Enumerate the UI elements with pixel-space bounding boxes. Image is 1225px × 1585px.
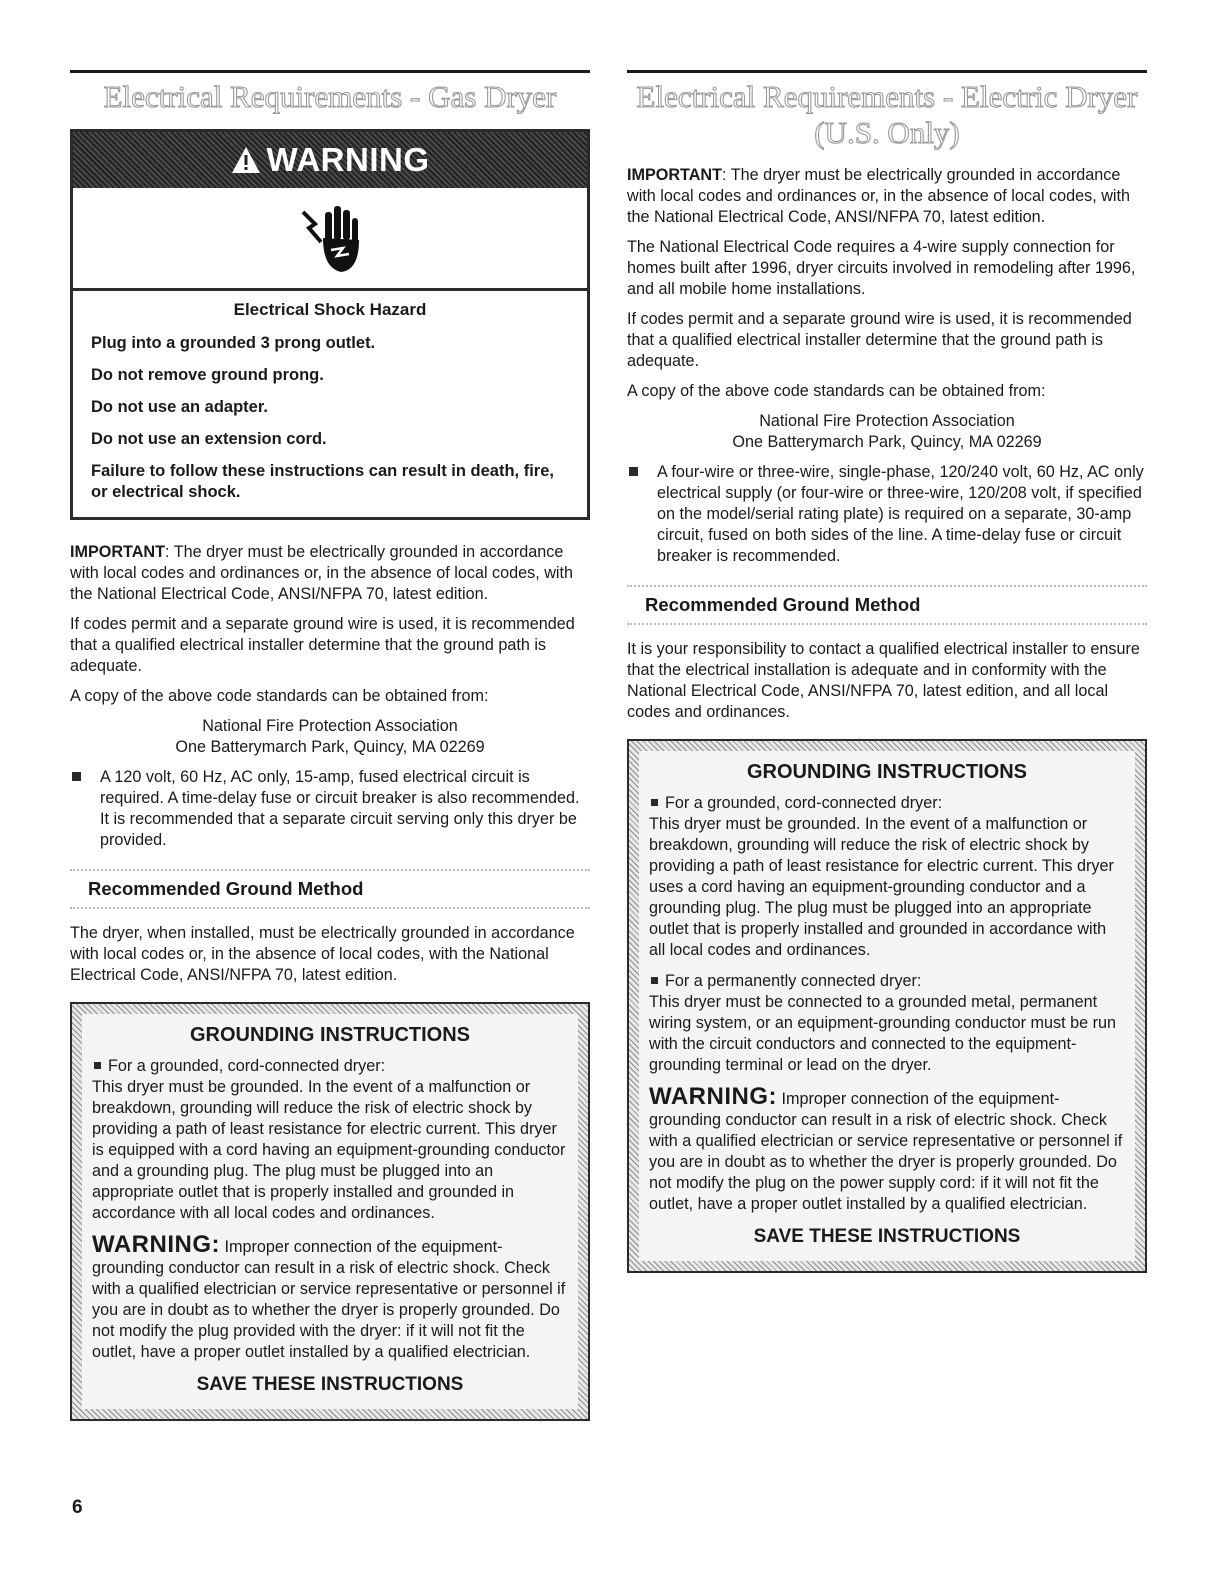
- important-text: : The dryer must be electrically grounded in accordance with local codes and ordinances or, in the absence of local codes, with the National Electrical Code, ANSI/NFPA 70, latest edition.: [627, 166, 1131, 226]
- bullet-square-icon: [629, 467, 638, 476]
- ground-method-text: It is your responsibility to contact a qualified electrical installer to ensure that the electrical installation is adequate and in conformity with the National Electrical Code, ANSI/NFPA 70, latest edition, and all local codes and ordinances.: [627, 640, 1140, 721]
- ground-method-heading: Recommended Ground Method: [70, 869, 590, 909]
- circuit-bullet: [70, 767, 590, 851]
- electric-dryer-title-line-2: (U.S. Only): [814, 115, 960, 150]
- gas-dryer-title: Electrical Requirements - Gas Dryer: [103, 79, 557, 114]
- grounding-warning: [649, 1083, 1125, 1215]
- grounding-bullet: [92, 1056, 568, 1077]
- grounding-bullet-text: For a permanently connected dryer:: [665, 972, 922, 990]
- supply-bullet-text: A four-wire or three-wire, single-phase, 120/240 volt, 60 Hz, AC only electrical supply (or four-wire or three-wire, 120/208 volt, if specified on the model/serial rating plate) is required on a separate, 30-amp circuit, fused on both sides of the line. A time-delay fuse or circuit breaker is recommended.: [657, 463, 1144, 565]
- grounding-warning-label: WARNING:: [649, 1083, 777, 1110]
- bullet-square-icon: [651, 799, 658, 806]
- ground-method-heading: Recommended Ground Method: [627, 585, 1147, 625]
- warning-triangle-icon: [231, 146, 261, 174]
- electric-dryer-title: [627, 79, 1147, 151]
- warning-body: [73, 291, 587, 517]
- codes-paragraph: If codes permit and a separate ground wire is used, it is recommended that a qualified electrical installer determine that the ground path is adequate.: [70, 615, 575, 675]
- electric-dryer-title-line-1: Electrical Requirements - Electric Dryer: [636, 79, 1138, 114]
- address-block: [627, 411, 1147, 453]
- grounding-paragraph: This dryer must be grounded. In the event of a malfunction or breakdown, grounding will reduce the risk of electric shock by providing a path of least resistance for electric current. This dryer uses a cord having an equipment-grounding conductor and a grounding plug. The plug must be plugged into an appropriate outlet that is properly installed and grounded in accordance with all local codes and ordinances.: [649, 815, 1114, 959]
- address-line-1: National Fire Protection Association: [759, 412, 1015, 430]
- copy-paragraph: A copy of the above code standards can be obtained from:: [627, 382, 1046, 400]
- warning-line: Do not use an extension cord.: [91, 430, 327, 448]
- circuit-bullet-text: A 120 volt, 60 Hz, AC only, 15-amp, fused electrical circuit is required. A time-delay fuse or circuit breaker is also recommended. It is recommended that a separate circuit serving only this dryer be provided.: [100, 768, 580, 849]
- grounding-paragraph: This dryer must be grounded. In the event of a malfunction or breakdown, grounding will reduce the risk of electric shock by providing a path of least resistance for electric current. This dryer is equipped with a cord having an equipment-grounding conductor and a grounding plug. The plug must be plugged into an appropriate outlet that is properly installed and grounded in accordance with all local codes and ordinances.: [92, 1078, 566, 1222]
- grounding-warning-label: WARNING:: [92, 1231, 220, 1258]
- grounding-title: GROUNDING INSTRUCTIONS: [747, 761, 1027, 783]
- grounding-title: GROUNDING INSTRUCTIONS: [190, 1024, 470, 1046]
- important-text: : The dryer must be electrically grounded in accordance with local codes and ordinances or, in the absence of local codes, with the National Electrical Code, ANSI/NFPA 70, latest edition.: [70, 543, 574, 603]
- electric-dryer-section: [627, 70, 1147, 1273]
- address-line-2: One Batterymarch Park, Quincy, MA 02269: [175, 738, 485, 756]
- electric-shock-hand-icon: [295, 198, 365, 278]
- bullet-square-icon: [651, 977, 658, 984]
- ground-method-text: The dryer, when installed, must be electrically grounded in accordance with local codes or, in the absence of local codes, with the National Electrical Code, ANSI/NFPA 70, latest edition.: [70, 924, 575, 984]
- address-line-2: One Batterymarch Park, Quincy, MA 02269: [732, 433, 1042, 451]
- section-rule: [70, 70, 590, 73]
- grounding-instructions-box: [627, 739, 1147, 1273]
- bullet-square-icon: [94, 1062, 101, 1069]
- important-paragraph: [70, 542, 590, 605]
- grounding-paragraph: This dryer must be connected to a grounded metal, permanent wiring system, or an equipment-grounding conductor must be run with the circuit conductors and connected to the equipment-grounding terminal or lead on the dryer.: [649, 993, 1116, 1074]
- warning-line: Plug into a grounded 3 prong outlet.: [91, 334, 376, 352]
- shock-warning-box: [70, 129, 590, 520]
- save-instructions: SAVE THESE INSTRUCTIONS: [196, 1374, 464, 1395]
- grounding-instructions-inner: [82, 1014, 578, 1409]
- grounding-warning: [92, 1231, 568, 1363]
- grounding-warning-text: Improper connection of the equipment-grounding conductor can result in a risk of electric shock. Check with a qualified electrician or service representative or personnel if you are in doubt as to whether the dryer is properly grounded. Do not modify the plug on the power supply cord: if it will not fit the outlet, have a proper outlet installed by a qualified electrician.: [649, 1090, 1123, 1213]
- section-rule: [627, 70, 1147, 73]
- grounding-bullet-text: For a grounded, cord-connected dryer:: [665, 794, 943, 812]
- copy-paragraph: A copy of the above code standards can be obtained from:: [70, 687, 489, 705]
- hazard-title: Electrical Shock Hazard: [233, 300, 427, 319]
- nec-paragraph: The National Electrical Code requires a 4-wire supply connection for homes built after 1996, dryer circuits involved in remodeling after 1996, and all mobile home installations.: [627, 238, 1136, 298]
- grounding-bullet: [649, 793, 1125, 814]
- warning-line: Do not use an adapter.: [91, 398, 268, 416]
- important-paragraph: [627, 165, 1147, 228]
- save-instructions: SAVE THESE INSTRUCTIONS: [753, 1226, 1021, 1247]
- gas-dryer-section: [70, 70, 590, 1421]
- important-label: IMPORTANT: [70, 543, 166, 561]
- grounding-warning-text: Improper connection of the equipment-grounding conductor can result in a risk of electric shock. Check with a qualified electrician or service representative or personnel if you are in doubt as to whether the dryer is properly grounded. Do not modify the plug provided with the dryer: if it will not fit the outlet, have a proper outlet installed by a qualified electrician.: [92, 1238, 566, 1361]
- supply-bullet: [627, 462, 1147, 567]
- warning-line: Failure to follow these instructions can result in death, fire, or electrical shock.: [91, 462, 554, 501]
- grounding-bullet: [649, 971, 1125, 992]
- grounding-bullet-text: For a grounded, cord-connected dryer:: [108, 1057, 386, 1075]
- important-label: IMPORTANT: [627, 166, 723, 184]
- grounding-instructions-box: [70, 1002, 590, 1421]
- address-line-1: National Fire Protection Association: [202, 717, 458, 735]
- address-block: [70, 716, 590, 758]
- bullet-square-icon: [72, 772, 81, 781]
- hazard-icon-row: [73, 188, 587, 291]
- codes-paragraph: If codes permit and a separate ground wire is used, it is recommended that a qualified electrical installer determine that the ground path is adequate.: [627, 310, 1132, 370]
- warning-banner: [73, 132, 587, 188]
- warning-line: Do not remove ground prong.: [91, 366, 324, 384]
- warning-banner-text: WARNING: [266, 141, 430, 178]
- page-number: 6: [72, 1497, 83, 1518]
- grounding-instructions-inner: [639, 751, 1135, 1261]
